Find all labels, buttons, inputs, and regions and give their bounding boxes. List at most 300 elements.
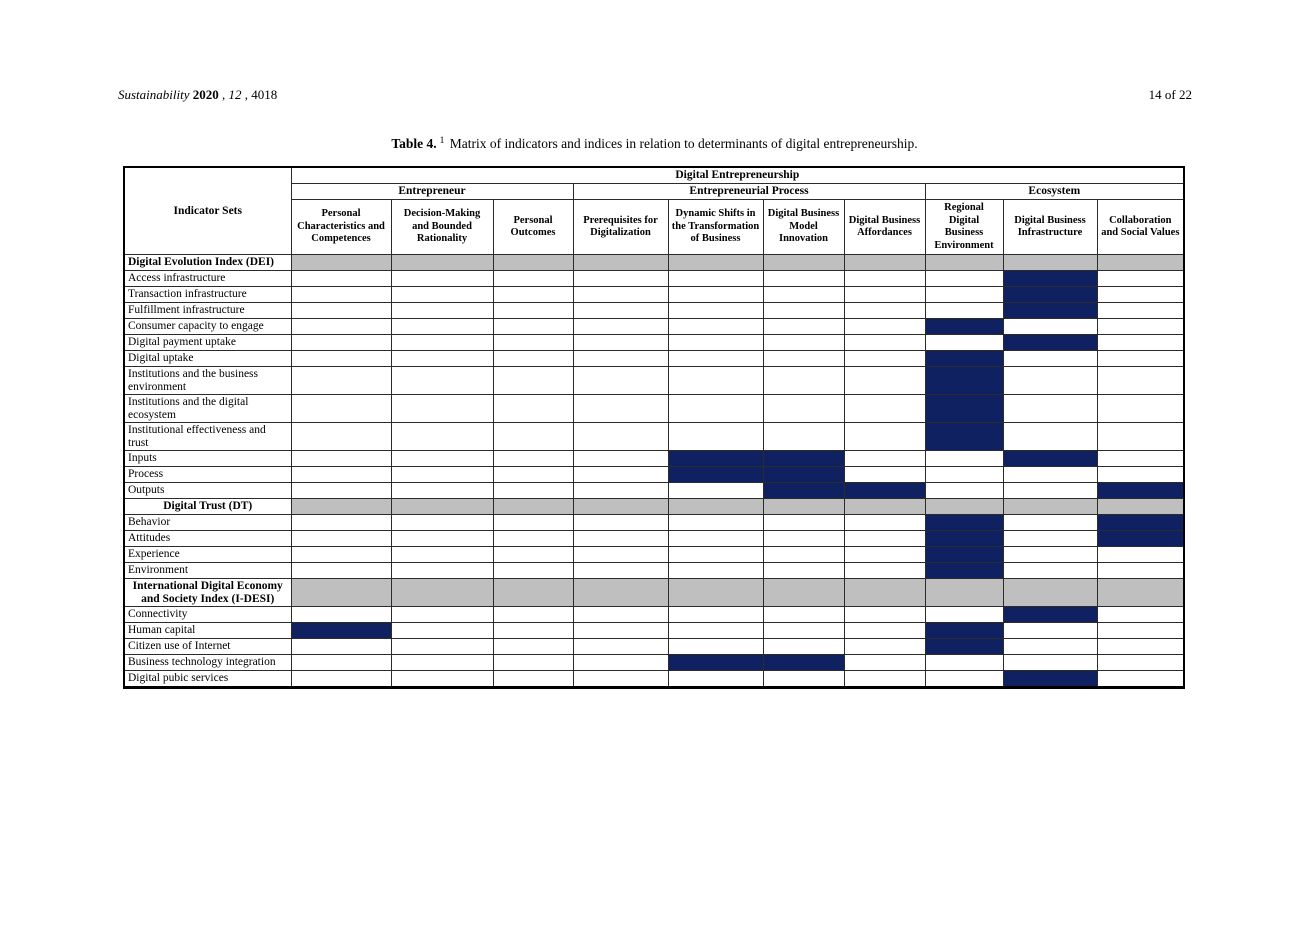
matrix-cell-connectivity-col8 — [925, 607, 1003, 623]
matrix-cell-access-infrastructure-col8 — [925, 271, 1003, 287]
matrix-cell-human-capital-col10 — [1097, 623, 1184, 639]
matrix-cell-inputs-col3 — [493, 451, 573, 467]
matrix-cell-consumer-capacity-to-engage-col5 — [668, 319, 763, 335]
matrix-cell-institutions-and-the-business-environment-col5 — [668, 367, 763, 395]
journal-volume: 12 — [228, 87, 242, 102]
matrix-cell-transaction-infrastructure-col8 — [925, 287, 1003, 303]
matrix-cell-citizen-use-of-internet-col1 — [291, 639, 391, 655]
matrix-cell-connectivity-col3 — [493, 607, 573, 623]
matrix-cell-business-technology-integration-col6-marked — [763, 655, 844, 671]
matrix-cell-digital-pubic-services-col6 — [763, 671, 844, 688]
matrix-cell-transaction-infrastructure-col3 — [493, 287, 573, 303]
corner-header-indicator-sets: Indicator Sets — [124, 167, 291, 255]
matrix-cell-institutions-and-the-digital-ecosystem-col7 — [844, 395, 925, 423]
matrix-cell-business-technology-integration-col8 — [925, 655, 1003, 671]
matrix-cell-institutions-and-the-business-environment-col1 — [291, 367, 391, 395]
matrix-cell-digital-evolution-index-dei-col2 — [391, 255, 493, 271]
matrix-cell-inputs-col5-marked — [668, 451, 763, 467]
matrix-cell-attitudes-col2 — [391, 531, 493, 547]
table-row-outputs — [124, 483, 1184, 499]
matrix-cell-digital-uptake-col1 — [291, 351, 391, 367]
matrix-cell-consumer-capacity-to-engage-col1 — [291, 319, 391, 335]
column-header-digital-business-affordances: Digital Business Affordances — [844, 200, 925, 255]
matrix-cell-fulfillment-infrastructure-col8 — [925, 303, 1003, 319]
matrix-cell-connectivity-col5 — [668, 607, 763, 623]
table-caption-text: Matrix of indicators and indices in relation to determinants of digital entrepreneurship. — [449, 136, 918, 151]
row-label-outputs: Outputs — [124, 483, 291, 499]
matrix-cell-experience-col5 — [668, 547, 763, 563]
row-label-digital-payment-uptake: Digital payment uptake — [124, 335, 291, 351]
row-label-institutional-effectiveness-and-trust: Institutional effectiveness and trust — [124, 423, 291, 451]
matrix-cell-institutions-and-the-digital-ecosystem-col10 — [1097, 395, 1184, 423]
matrix-cell-inputs-col2 — [391, 451, 493, 467]
matrix-cell-access-infrastructure-col6 — [763, 271, 844, 287]
matrix-cell-attitudes-col9 — [1003, 531, 1097, 547]
matrix-cell-behavior-col7 — [844, 515, 925, 531]
matrix-cell-digital-evolution-index-dei-col6 — [763, 255, 844, 271]
matrix-cell-inputs-col9-marked — [1003, 451, 1097, 467]
matrix-cell-human-capital-col6 — [763, 623, 844, 639]
matrix-cell-fulfillment-infrastructure-col4 — [573, 303, 668, 319]
top-header-row — [124, 167, 1184, 184]
matrix-cell-digital-trust-dt-col10 — [1097, 499, 1184, 515]
matrix-cell-access-infrastructure-col3 — [493, 271, 573, 287]
matrix-cell-business-technology-integration-col7 — [844, 655, 925, 671]
matrix-cell-citizen-use-of-internet-col9 — [1003, 639, 1097, 655]
table-row-transaction-infrastructure — [124, 287, 1184, 303]
matrix-cell-international-digital-economy-and-society-index-i-desi-col1 — [291, 579, 391, 607]
matrix-cell-fulfillment-infrastructure-col7 — [844, 303, 925, 319]
indicator-matrix-table — [123, 166, 1185, 689]
matrix-cell-inputs-col10 — [1097, 451, 1184, 467]
matrix-cell-consumer-capacity-to-engage-col3 — [493, 319, 573, 335]
matrix-cell-digital-payment-uptake-col3 — [493, 335, 573, 351]
matrix-cell-human-capital-col4 — [573, 623, 668, 639]
matrix-cell-consumer-capacity-to-engage-col9 — [1003, 319, 1097, 335]
matrix-cell-digital-trust-dt-col4 — [573, 499, 668, 515]
matrix-cell-attitudes-col1 — [291, 531, 391, 547]
matrix-cell-fulfillment-infrastructure-col9-marked — [1003, 303, 1097, 319]
matrix-cell-consumer-capacity-to-engage-col6 — [763, 319, 844, 335]
row-label-institutions-and-the-business-environment: Institutions and the business environment — [124, 367, 291, 395]
section-row-digital-evolution-index-dei — [124, 255, 1184, 271]
group-header-entrepreneurial-process: Entrepreneurial Process — [573, 184, 925, 200]
matrix-cell-citizen-use-of-internet-col8-marked — [925, 639, 1003, 655]
matrix-cell-behavior-col1 — [291, 515, 391, 531]
matrix-cell-outputs-col1 — [291, 483, 391, 499]
row-label-behavior: Behavior — [124, 515, 291, 531]
matrix-cell-process-col4 — [573, 467, 668, 483]
matrix-cell-experience-col8-marked — [925, 547, 1003, 563]
matrix-cell-institutions-and-the-business-environment-col3 — [493, 367, 573, 395]
table-row-connectivity — [124, 607, 1184, 623]
group-header-entrepreneur: Entrepreneur — [291, 184, 573, 200]
matrix-cell-digital-payment-uptake-col6 — [763, 335, 844, 351]
matrix-cell-process-col8 — [925, 467, 1003, 483]
matrix-cell-digital-uptake-col9 — [1003, 351, 1097, 367]
matrix-cell-digital-uptake-col3 — [493, 351, 573, 367]
journal-name: Sustainability — [118, 87, 190, 102]
matrix-cell-environment-col7 — [844, 563, 925, 579]
matrix-cell-institutions-and-the-digital-ecosystem-col3 — [493, 395, 573, 423]
matrix-cell-transaction-infrastructure-col1 — [291, 287, 391, 303]
citation-article-number: , 4018 — [244, 87, 278, 102]
matrix-cell-experience-col10 — [1097, 547, 1184, 563]
matrix-cell-environment-col5 — [668, 563, 763, 579]
table-row-process — [124, 467, 1184, 483]
row-label-environment: Environment — [124, 563, 291, 579]
matrix-cell-behavior-col3 — [493, 515, 573, 531]
table-caption — [0, 135, 1309, 152]
matrix-cell-attitudes-col6 — [763, 531, 844, 547]
matrix-cell-international-digital-economy-and-society-index-i-desi-col8 — [925, 579, 1003, 607]
matrix-cell-human-capital-col7 — [844, 623, 925, 639]
matrix-cell-digital-trust-dt-col6 — [763, 499, 844, 515]
matrix-cell-digital-trust-dt-col8 — [925, 499, 1003, 515]
matrix-cell-digital-evolution-index-dei-col7 — [844, 255, 925, 271]
matrix-cell-transaction-infrastructure-col4 — [573, 287, 668, 303]
row-label-process: Process — [124, 467, 291, 483]
matrix-cell-institutional-effectiveness-and-trust-col10 — [1097, 423, 1184, 451]
table-row-attitudes — [124, 531, 1184, 547]
matrix-cell-connectivity-col6 — [763, 607, 844, 623]
matrix-cell-digital-evolution-index-dei-col3 — [493, 255, 573, 271]
table-row-digital-pubic-services — [124, 671, 1184, 688]
matrix-cell-institutional-effectiveness-and-trust-col6 — [763, 423, 844, 451]
matrix-cell-human-capital-col8-marked — [925, 623, 1003, 639]
table-row-human-capital — [124, 623, 1184, 639]
matrix-cell-experience-col2 — [391, 547, 493, 563]
matrix-cell-international-digital-economy-and-society-index-i-desi-col2 — [391, 579, 493, 607]
matrix-cell-connectivity-col1 — [291, 607, 391, 623]
matrix-cell-consumer-capacity-to-engage-col4 — [573, 319, 668, 335]
matrix-cell-environment-col4 — [573, 563, 668, 579]
row-label-digital-pubic-services: Digital pubic services — [124, 671, 291, 688]
matrix-cell-institutional-effectiveness-and-trust-col2 — [391, 423, 493, 451]
matrix-cell-digital-payment-uptake-col8 — [925, 335, 1003, 351]
matrix-cell-fulfillment-infrastructure-col10 — [1097, 303, 1184, 319]
matrix-cell-digital-uptake-col4 — [573, 351, 668, 367]
matrix-cell-business-technology-integration-col10 — [1097, 655, 1184, 671]
column-header-decision-making-and-bounded-rationality: Decision-Making and Bounded Rationality — [391, 200, 493, 255]
matrix-cell-digital-evolution-index-dei-col1 — [291, 255, 391, 271]
matrix-cell-institutions-and-the-digital-ecosystem-col4 — [573, 395, 668, 423]
matrix-cell-transaction-infrastructure-col10 — [1097, 287, 1184, 303]
matrix-cell-behavior-col8-marked — [925, 515, 1003, 531]
matrix-cell-business-technology-integration-col1 — [291, 655, 391, 671]
matrix-cell-consumer-capacity-to-engage-col7 — [844, 319, 925, 335]
matrix-cell-environment-col9 — [1003, 563, 1097, 579]
matrix-cell-human-capital-col9 — [1003, 623, 1097, 639]
matrix-cell-experience-col3 — [493, 547, 573, 563]
table-row-inputs — [124, 451, 1184, 467]
matrix-cell-digital-pubic-services-col8 — [925, 671, 1003, 688]
matrix-cell-institutions-and-the-digital-ecosystem-col2 — [391, 395, 493, 423]
matrix-cell-experience-col7 — [844, 547, 925, 563]
matrix-cell-experience-col4 — [573, 547, 668, 563]
matrix-cell-outputs-col7-marked — [844, 483, 925, 499]
matrix-cell-business-technology-integration-col4 — [573, 655, 668, 671]
matrix-cell-process-col7 — [844, 467, 925, 483]
matrix-cell-digital-uptake-col6 — [763, 351, 844, 367]
matrix-cell-human-capital-col1-marked — [291, 623, 391, 639]
matrix-cell-digital-payment-uptake-col10 — [1097, 335, 1184, 351]
matrix-cell-environment-col2 — [391, 563, 493, 579]
matrix-cell-transaction-infrastructure-col7 — [844, 287, 925, 303]
matrix-cell-institutions-and-the-business-environment-col4 — [573, 367, 668, 395]
table-row-business-technology-integration — [124, 655, 1184, 671]
matrix-cell-transaction-infrastructure-col5 — [668, 287, 763, 303]
matrix-cell-digital-evolution-index-dei-col5 — [668, 255, 763, 271]
matrix-cell-attitudes-col8-marked — [925, 531, 1003, 547]
matrix-cell-environment-col8-marked — [925, 563, 1003, 579]
matrix-cell-human-capital-col5 — [668, 623, 763, 639]
indicator-matrix-table-container — [123, 166, 1185, 689]
matrix-cell-behavior-col6 — [763, 515, 844, 531]
matrix-cell-attitudes-col4 — [573, 531, 668, 547]
matrix-cell-attitudes-col3 — [493, 531, 573, 547]
table-row-behavior — [124, 515, 1184, 531]
matrix-cell-process-col3 — [493, 467, 573, 483]
matrix-cell-international-digital-economy-and-society-index-i-desi-col9 — [1003, 579, 1097, 607]
matrix-cell-outputs-col8 — [925, 483, 1003, 499]
matrix-cell-citizen-use-of-internet-col4 — [573, 639, 668, 655]
matrix-cell-international-digital-economy-and-society-index-i-desi-col4 — [573, 579, 668, 607]
matrix-cell-digital-trust-dt-col9 — [1003, 499, 1097, 515]
page-number: 14 of 22 — [1148, 87, 1192, 102]
table-row-fulfillment-infrastructure — [124, 303, 1184, 319]
matrix-cell-digital-payment-uptake-col5 — [668, 335, 763, 351]
row-label-consumer-capacity-to-engage: Consumer capacity to engage — [124, 319, 291, 335]
matrix-cell-human-capital-col3 — [493, 623, 573, 639]
column-header-prerequisites-for-digitalization: Prerequisites for Digitalization — [573, 200, 668, 255]
matrix-cell-digital-trust-dt-col5 — [668, 499, 763, 515]
matrix-cell-outputs-col3 — [493, 483, 573, 499]
matrix-cell-international-digital-economy-and-society-index-i-desi-col5 — [668, 579, 763, 607]
matrix-cell-institutional-effectiveness-and-trust-col8-marked — [925, 423, 1003, 451]
matrix-cell-environment-col10 — [1097, 563, 1184, 579]
matrix-cell-human-capital-col2 — [391, 623, 493, 639]
matrix-cell-institutions-and-the-digital-ecosystem-col6 — [763, 395, 844, 423]
matrix-cell-connectivity-col4 — [573, 607, 668, 623]
matrix-cell-connectivity-col10 — [1097, 607, 1184, 623]
running-head — [118, 87, 1192, 102]
matrix-cell-institutional-effectiveness-and-trust-col9 — [1003, 423, 1097, 451]
matrix-cell-international-digital-economy-and-society-index-i-desi-col6 — [763, 579, 844, 607]
matrix-cell-institutional-effectiveness-and-trust-col5 — [668, 423, 763, 451]
matrix-cell-international-digital-economy-and-society-index-i-desi-col7 — [844, 579, 925, 607]
matrix-cell-fulfillment-infrastructure-col6 — [763, 303, 844, 319]
matrix-cell-citizen-use-of-internet-col7 — [844, 639, 925, 655]
matrix-cell-inputs-col8 — [925, 451, 1003, 467]
matrix-cell-transaction-infrastructure-col9-marked — [1003, 287, 1097, 303]
matrix-cell-institutions-and-the-business-environment-col10 — [1097, 367, 1184, 395]
table-body — [124, 255, 1184, 688]
row-label-institutions-and-the-digital-ecosystem: Institutions and the digital ecosystem — [124, 395, 291, 423]
matrix-cell-digital-uptake-col7 — [844, 351, 925, 367]
matrix-cell-process-col1 — [291, 467, 391, 483]
matrix-cell-digital-payment-uptake-col2 — [391, 335, 493, 351]
matrix-cell-consumer-capacity-to-engage-col8-marked — [925, 319, 1003, 335]
matrix-cell-access-infrastructure-col7 — [844, 271, 925, 287]
table-row-consumer-capacity-to-engage — [124, 319, 1184, 335]
matrix-cell-environment-col3 — [493, 563, 573, 579]
matrix-cell-inputs-col7 — [844, 451, 925, 467]
matrix-cell-process-col6-marked — [763, 467, 844, 483]
matrix-cell-access-infrastructure-col10 — [1097, 271, 1184, 287]
row-label-international-digital-economy-and-society-index-i-desi: International Digital Economy and Society Index (I-DESI) — [124, 579, 291, 607]
matrix-cell-business-technology-integration-col9 — [1003, 655, 1097, 671]
matrix-cell-digital-trust-dt-col2 — [391, 499, 493, 515]
matrix-cell-outputs-col4 — [573, 483, 668, 499]
matrix-cell-international-digital-economy-and-society-index-i-desi-col10 — [1097, 579, 1184, 607]
matrix-cell-digital-payment-uptake-col7 — [844, 335, 925, 351]
matrix-cell-access-infrastructure-col9-marked — [1003, 271, 1097, 287]
matrix-cell-outputs-col2 — [391, 483, 493, 499]
top-header-digital-entrepreneurship: Digital Entrepreneurship — [291, 167, 1184, 184]
matrix-cell-institutional-effectiveness-and-trust-col4 — [573, 423, 668, 451]
matrix-cell-international-digital-economy-and-society-index-i-desi-col3 — [493, 579, 573, 607]
matrix-cell-institutions-and-the-business-environment-col6 — [763, 367, 844, 395]
matrix-cell-institutional-effectiveness-and-trust-col1 — [291, 423, 391, 451]
matrix-cell-behavior-col2 — [391, 515, 493, 531]
matrix-cell-digital-pubic-services-col9-marked — [1003, 671, 1097, 688]
matrix-cell-fulfillment-infrastructure-col2 — [391, 303, 493, 319]
table-row-environment — [124, 563, 1184, 579]
matrix-cell-institutions-and-the-digital-ecosystem-col5 — [668, 395, 763, 423]
matrix-cell-attitudes-col10-marked — [1097, 531, 1184, 547]
journal-citation — [118, 87, 277, 102]
table-row-experience — [124, 547, 1184, 563]
matrix-cell-digital-pubic-services-col5 — [668, 671, 763, 688]
matrix-cell-fulfillment-infrastructure-col1 — [291, 303, 391, 319]
row-label-digital-evolution-index-dei: Digital Evolution Index (DEI) — [124, 255, 291, 271]
matrix-cell-institutions-and-the-digital-ecosystem-col1 — [291, 395, 391, 423]
section-row-international-digital-economy-and-society-index-i-desi — [124, 579, 1184, 607]
column-header-regional-digital-business-environment: Regional Digital Business Environment — [925, 200, 1003, 255]
matrix-cell-process-col5-marked — [668, 467, 763, 483]
matrix-cell-digital-evolution-index-dei-col8 — [925, 255, 1003, 271]
table-row-institutional-effectiveness-and-trust — [124, 423, 1184, 451]
row-label-attitudes: Attitudes — [124, 531, 291, 547]
matrix-cell-digital-payment-uptake-col9-marked — [1003, 335, 1097, 351]
matrix-cell-outputs-col5 — [668, 483, 763, 499]
citation-separator: , — [222, 87, 229, 102]
matrix-cell-access-infrastructure-col5 — [668, 271, 763, 287]
matrix-cell-digital-evolution-index-dei-col10 — [1097, 255, 1184, 271]
matrix-cell-digital-payment-uptake-col4 — [573, 335, 668, 351]
row-label-digital-trust-dt: Digital Trust (DT) — [124, 499, 291, 515]
matrix-cell-transaction-infrastructure-col6 — [763, 287, 844, 303]
matrix-cell-digital-pubic-services-col2 — [391, 671, 493, 688]
matrix-cell-digital-trust-dt-col7 — [844, 499, 925, 515]
matrix-cell-process-col10 — [1097, 467, 1184, 483]
matrix-cell-experience-col1 — [291, 547, 391, 563]
matrix-cell-transaction-infrastructure-col2 — [391, 287, 493, 303]
row-label-experience: Experience — [124, 547, 291, 563]
matrix-cell-institutions-and-the-business-environment-col7 — [844, 367, 925, 395]
matrix-cell-inputs-col4 — [573, 451, 668, 467]
matrix-cell-digital-uptake-col8-marked — [925, 351, 1003, 367]
matrix-cell-digital-trust-dt-col1 — [291, 499, 391, 515]
matrix-cell-behavior-col4 — [573, 515, 668, 531]
matrix-cell-digital-uptake-col5 — [668, 351, 763, 367]
row-label-fulfillment-infrastructure: Fulfillment infrastructure — [124, 303, 291, 319]
matrix-cell-attitudes-col5 — [668, 531, 763, 547]
matrix-cell-business-technology-integration-col5-marked — [668, 655, 763, 671]
table-row-institutions-and-the-digital-ecosystem — [124, 395, 1184, 423]
matrix-cell-process-col2 — [391, 467, 493, 483]
matrix-cell-business-technology-integration-col2 — [391, 655, 493, 671]
row-label-transaction-infrastructure: Transaction infrastructure — [124, 287, 291, 303]
row-label-inputs: Inputs — [124, 451, 291, 467]
column-header-collaboration-and-social-values: Collaboration and Social Values — [1097, 200, 1184, 255]
matrix-cell-business-technology-integration-col3 — [493, 655, 573, 671]
matrix-cell-digital-evolution-index-dei-col4 — [573, 255, 668, 271]
matrix-cell-institutions-and-the-business-environment-col2 — [391, 367, 493, 395]
matrix-cell-experience-col9 — [1003, 547, 1097, 563]
matrix-cell-digital-pubic-services-col10 — [1097, 671, 1184, 688]
matrix-cell-outputs-col9 — [1003, 483, 1097, 499]
matrix-cell-citizen-use-of-internet-col3 — [493, 639, 573, 655]
matrix-cell-consumer-capacity-to-engage-col2 — [391, 319, 493, 335]
row-label-access-infrastructure: Access infrastructure — [124, 271, 291, 287]
matrix-cell-behavior-col9 — [1003, 515, 1097, 531]
table-header — [124, 167, 1184, 255]
journal-year: 2020 — [192, 87, 219, 102]
matrix-cell-digital-pubic-services-col7 — [844, 671, 925, 688]
matrix-cell-digital-pubic-services-col1 — [291, 671, 391, 688]
matrix-cell-behavior-col5 — [668, 515, 763, 531]
matrix-cell-inputs-col6-marked — [763, 451, 844, 467]
matrix-cell-outputs-col10-marked — [1097, 483, 1184, 499]
matrix-cell-environment-col6 — [763, 563, 844, 579]
matrix-cell-citizen-use-of-internet-col6 — [763, 639, 844, 655]
row-label-citizen-use-of-internet: Citizen use of Internet — [124, 639, 291, 655]
table-row-institutions-and-the-business-environment — [124, 367, 1184, 395]
matrix-cell-behavior-col10-marked — [1097, 515, 1184, 531]
matrix-cell-institutional-effectiveness-and-trust-col3 — [493, 423, 573, 451]
matrix-cell-fulfillment-infrastructure-col5 — [668, 303, 763, 319]
matrix-cell-digital-pubic-services-col4 — [573, 671, 668, 688]
table-row-access-infrastructure — [124, 271, 1184, 287]
matrix-cell-digital-pubic-services-col3 — [493, 671, 573, 688]
matrix-cell-citizen-use-of-internet-col10 — [1097, 639, 1184, 655]
row-label-human-capital: Human capital — [124, 623, 291, 639]
matrix-cell-digital-trust-dt-col3 — [493, 499, 573, 515]
column-header-personal-outcomes: Personal Outcomes — [493, 200, 573, 255]
matrix-cell-institutions-and-the-digital-ecosystem-col9 — [1003, 395, 1097, 423]
matrix-cell-institutions-and-the-business-environment-col9 — [1003, 367, 1097, 395]
matrix-cell-citizen-use-of-internet-col5 — [668, 639, 763, 655]
matrix-cell-access-infrastructure-col4 — [573, 271, 668, 287]
matrix-cell-access-infrastructure-col2 — [391, 271, 493, 287]
matrix-cell-consumer-capacity-to-engage-col10 — [1097, 319, 1184, 335]
table-row-citizen-use-of-internet — [124, 639, 1184, 655]
matrix-cell-institutions-and-the-business-environment-col8-marked — [925, 367, 1003, 395]
footnote-marker: 1 — [439, 135, 445, 146]
column-header-personal-characteristics-and-competences: Personal Characteristics and Competences — [291, 200, 391, 255]
matrix-cell-digital-uptake-col10 — [1097, 351, 1184, 367]
matrix-cell-digital-payment-uptake-col1 — [291, 335, 391, 351]
matrix-cell-connectivity-col7 — [844, 607, 925, 623]
row-label-business-technology-integration: Business technology integration — [124, 655, 291, 671]
matrix-cell-inputs-col1 — [291, 451, 391, 467]
matrix-cell-environment-col1 — [291, 563, 391, 579]
column-header-digital-business-model-innovation: Digital Business Model Innovation — [763, 200, 844, 255]
matrix-cell-experience-col6 — [763, 547, 844, 563]
table-row-digital-payment-uptake — [124, 335, 1184, 351]
